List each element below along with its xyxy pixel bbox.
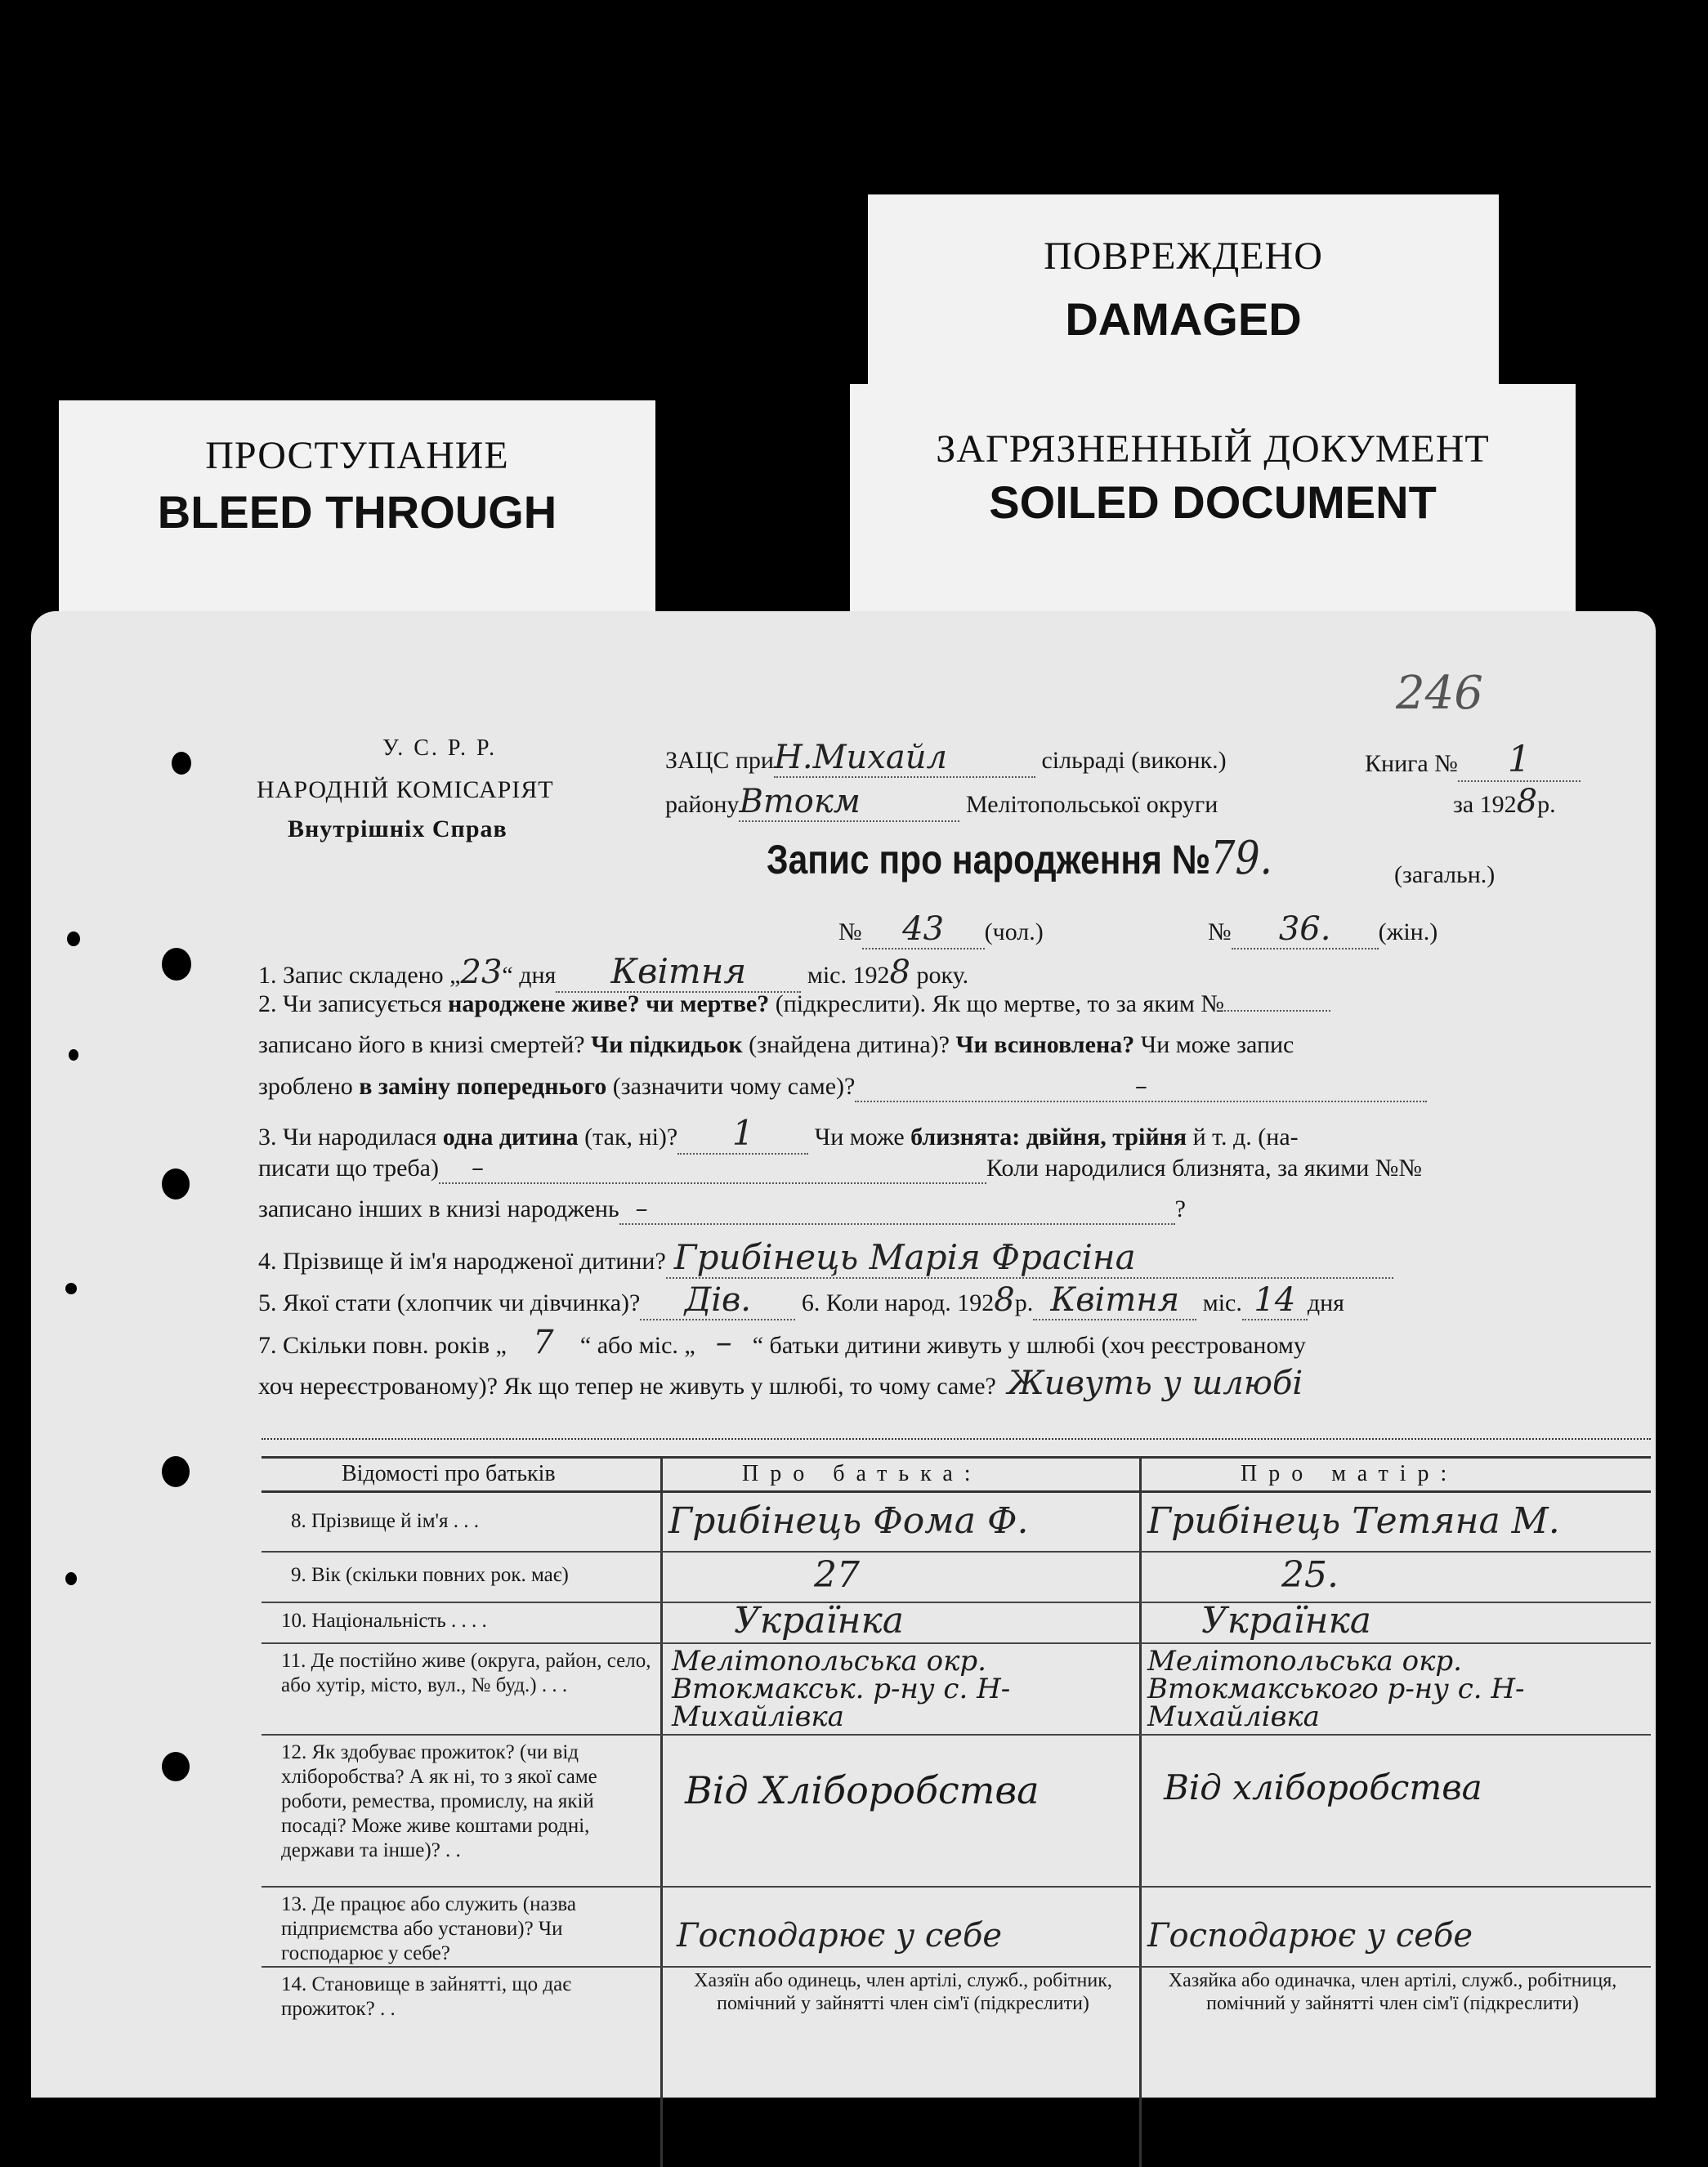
row11-father: Мелітопольська окр. Втокмакськ. р-ну с. Н-Михайлівка <box>672 1645 1011 1733</box>
punch-hole <box>162 1456 190 1487</box>
q3-twins-value: – <box>439 1154 986 1184</box>
male-number-value: 43 <box>862 910 985 949</box>
damaged-label-card <box>868 194 1499 384</box>
female-number-suffix: (жін.) <box>1378 918 1438 945</box>
rayon-line <box>665 783 1218 822</box>
row13-label: 13. Де працює або служить (назва підприємства або установи)? Чи господарює у себе? <box>281 1893 576 1964</box>
row13-mother: Господарює у себе <box>1147 1917 1473 1955</box>
row14-father: Хазяїн або одинець, член артілі, служб., робітник, помічний у зайнятті член сім'ї (підкреслити) <box>694 1970 1112 2014</box>
soiled-ru: ЗАГРЯЗНЕННЫЙ ДОКУМЕНТ <box>936 427 1490 471</box>
q2-replacement-value: – <box>855 1072 1427 1102</box>
q2-text: 2. Чи записується <box>258 990 442 1017</box>
birth-record-form <box>31 611 1656 2098</box>
row-divider <box>262 1966 1651 1968</box>
bleed-through-label-card <box>59 400 655 623</box>
row8-father: Грибінець Фома Ф. <box>668 1500 1029 1542</box>
zags-line <box>665 739 1227 778</box>
q7-text: 7. Скільки повн. років „ <box>258 1332 507 1359</box>
q7-line2 <box>258 1365 1303 1402</box>
q3-single-value: 1 <box>677 1113 808 1155</box>
punch-hole <box>162 948 191 981</box>
q2-adopted: Чи всиновлена? <box>955 1031 1135 1058</box>
q2-text: (підкреслити). Як що мертве, то за яким № <box>775 990 1224 1017</box>
table-col-divider <box>660 1456 663 2167</box>
q2-replacement: в заміну попереднього <box>359 1073 607 1100</box>
row8-label: 8. Прізвище й ім'я . . . <box>291 1510 480 1532</box>
punch-hole <box>67 932 80 946</box>
people-commissariat: НАРОДНІЙ КОМІСАРІЯТ <box>257 776 554 803</box>
q3-text: 3. Чи народилася <box>258 1124 437 1151</box>
table-header-bottom <box>262 1490 1651 1493</box>
q2-alive-dead: народжене живе? чи мертве? <box>448 990 770 1017</box>
female-number-label: № <box>1208 918 1232 945</box>
title-text: Запис про народження № <box>767 837 1211 882</box>
q6-r: р. <box>1014 1289 1034 1316</box>
row12-father: Від Хліборобства <box>685 1768 1040 1812</box>
row13-father: Господарює у себе <box>677 1917 1003 1955</box>
bleed-ru: ПРОСТУПАНИЕ <box>205 434 509 477</box>
row9-father: 27 <box>814 1554 860 1596</box>
q2-text: зроблено <box>258 1073 353 1100</box>
table-header-mother: Про матір: <box>1241 1461 1459 1486</box>
year-label: за 192 <box>1453 791 1517 818</box>
q5-label: 5. Якої стати (хлопчик чи дівчинка)? <box>258 1289 641 1316</box>
book-value: 1 <box>1458 739 1581 782</box>
q4-value: Грибінець Марія Фрасіна <box>666 1237 1393 1279</box>
punch-hole <box>162 1752 190 1781</box>
row10-father: Українка <box>734 1600 905 1642</box>
row9-label: 9. Вік (скільки повних рок. має) <box>291 1564 569 1586</box>
q1-prefix: 1. Запис складено „ <box>258 962 461 989</box>
q2-line3 <box>258 1072 1427 1102</box>
row-divider <box>262 1642 1651 1644</box>
row12-label: 12. Як здобуває прожиток? (чи від хліборобства? А як ні, то з якої саме роботи, ремества, промислу, на якій посаді? Може живе коштами родні, держави та інше)? . . <box>281 1741 597 1861</box>
soiled-document-label-card <box>850 384 1576 623</box>
q5-q6-line <box>258 1281 1344 1320</box>
q7-text: хоч нереєстрованому)? Як що тепер не живуть у шлюбі, то чому саме? <box>258 1373 996 1400</box>
q3-line3 <box>258 1195 1186 1225</box>
q1-record-date <box>258 951 968 993</box>
soiled-en: SOILED DOCUMENT <box>989 476 1437 528</box>
year-line <box>1453 783 1556 820</box>
row10-mother: Українка <box>1201 1600 1372 1642</box>
male-number <box>838 910 1044 949</box>
punch-hole <box>65 1572 77 1585</box>
bleed-en: BLEED THROUGH <box>157 486 557 538</box>
q4-child-name <box>258 1237 1393 1279</box>
q7-line1 <box>258 1324 1306 1361</box>
total-number: 79. <box>1210 832 1272 885</box>
table-top-rule <box>262 1438 1651 1440</box>
year-value: 8 <box>1516 783 1538 820</box>
punch-hole <box>172 752 191 775</box>
q6-month: Квітня <box>1033 1281 1196 1320</box>
q3-text: писати що треба) <box>258 1155 439 1182</box>
row14-label: 14. Становище в зайнятті, що дає прожиток? . . <box>281 1973 571 2020</box>
punch-hole <box>69 1049 78 1061</box>
q7-text: “ або міс. „ <box>579 1332 695 1359</box>
form-title <box>767 832 1272 885</box>
female-number <box>1208 910 1437 949</box>
q7-months-value: – <box>715 1324 732 1361</box>
row-divider <box>262 1734 1651 1736</box>
q1-year: 8 <box>889 954 910 991</box>
internal-affairs: Внутрішніх Справ <box>288 815 507 842</box>
q6-mis: міс. <box>1202 1289 1242 1316</box>
q2-foundling: Чи підкидьок <box>591 1031 743 1058</box>
book-number <box>1365 739 1581 782</box>
female-number-value: 36. <box>1232 910 1379 949</box>
q2-text: (знайдена дитина)? <box>749 1031 950 1058</box>
ussr-header: У. С. Р. Р. <box>382 735 498 761</box>
row-divider <box>262 1602 1651 1603</box>
q2-text: Чи може запис <box>1140 1031 1294 1058</box>
q1-day: 23 <box>460 954 503 991</box>
q3-text: й т. д. (на- <box>1192 1124 1299 1151</box>
table-header-parents: Відомості про батьків <box>342 1461 556 1486</box>
q3-line2 <box>258 1154 1422 1184</box>
q7-reason-value: Живуть у шлюбі <box>1007 1365 1303 1402</box>
q3-text: ? <box>1174 1195 1186 1222</box>
q1-mid: “ дня <box>502 962 557 989</box>
table-header-top <box>262 1456 1651 1459</box>
q2-text: (зазначити чому саме)? <box>612 1073 856 1100</box>
punch-hole <box>162 1168 190 1200</box>
row14-mother: Хазяйка або одиначка, член артілі, служб., робітниця, помічний у зайнятті член сім'ї (підкреслити) <box>1168 1970 1617 2014</box>
page-number: 246 <box>1396 667 1483 720</box>
q5-value: Дів. <box>640 1281 795 1320</box>
q3-other-value: – <box>619 1195 1175 1225</box>
damaged-ru: ПОВРЕЖДЕНО <box>1044 235 1323 278</box>
q3-twins: близнята: двійня, трійня <box>910 1124 1187 1151</box>
zags-suffix: сільраді (виконк.) <box>1041 747 1227 774</box>
q3-single-child: одна дитина <box>442 1124 579 1151</box>
q7-years-value: 7 <box>533 1324 554 1361</box>
row11-label: 11. Де постійно живе (округа, район, село, або хутір, місто, вул., № буд.) . . . <box>281 1650 651 1696</box>
punch-hole <box>65 1283 77 1294</box>
zags-village-value: Н.Михайл <box>774 739 1035 778</box>
q6-label: 6. Коли народ. 192 <box>801 1289 995 1316</box>
q6-dnya: дня <box>1307 1289 1344 1316</box>
row12-mother: Від хліборобства <box>1164 1767 1482 1807</box>
q4-label: 4. Прізвище й ім'я народженої дитини? <box>258 1248 666 1275</box>
damaged-en: DAMAGED <box>1065 293 1302 345</box>
q2-line2 <box>258 1031 1294 1059</box>
q3-text: записано інших в книзі народжень <box>258 1195 619 1222</box>
q3-text: Коли народилися близнята, за якими №№ <box>986 1155 1422 1182</box>
q2-text: записано його в книзі смертей? <box>258 1031 585 1058</box>
q3-text: (так, ні)? <box>584 1124 678 1151</box>
q1-mis: міс. 192 <box>807 962 890 989</box>
row9-mother: 25. <box>1281 1554 1339 1596</box>
male-number-suffix: (чол.) <box>984 918 1044 945</box>
row-divider <box>262 1886 1651 1888</box>
q6-day: 14 <box>1242 1281 1308 1320</box>
okrug-label: Мелітопольської округи <box>965 791 1218 818</box>
male-number-label: № <box>838 918 862 945</box>
row-divider <box>262 1551 1651 1553</box>
q3-text: Чи може <box>814 1124 905 1151</box>
table-header-father: Про батька: <box>742 1461 982 1486</box>
q1-month: Квітня <box>556 951 801 993</box>
total-suffix: (загальн.) <box>1394 861 1496 888</box>
row8-mother: Грибінець Тетяна М. <box>1147 1500 1560 1542</box>
dotted-blank <box>1224 1010 1330 1012</box>
q2-line1 <box>258 990 1330 1018</box>
rayon-value: Втокм <box>739 783 959 822</box>
row11-mother: Мелітопольська окр. Втокмакського р-ну с. Н-Михайлівка <box>1147 1645 1525 1733</box>
table-col-divider <box>1139 1456 1142 2167</box>
q6-year: 8 <box>994 1281 1015 1319</box>
q3-line1 <box>258 1113 1299 1155</box>
rayon-prefix: району <box>665 791 740 818</box>
q1-suffix: року. <box>916 962 969 989</box>
book-label: Книга № <box>1365 750 1458 777</box>
row10-label: 10. Національність . . . . <box>281 1610 487 1632</box>
zags-prefix: ЗАЦС при <box>665 747 774 774</box>
year-suffix: р. <box>1537 791 1556 818</box>
q7-text: “ батьки дитини живуть у шлюбі (хоч реєстрованому <box>752 1332 1306 1359</box>
